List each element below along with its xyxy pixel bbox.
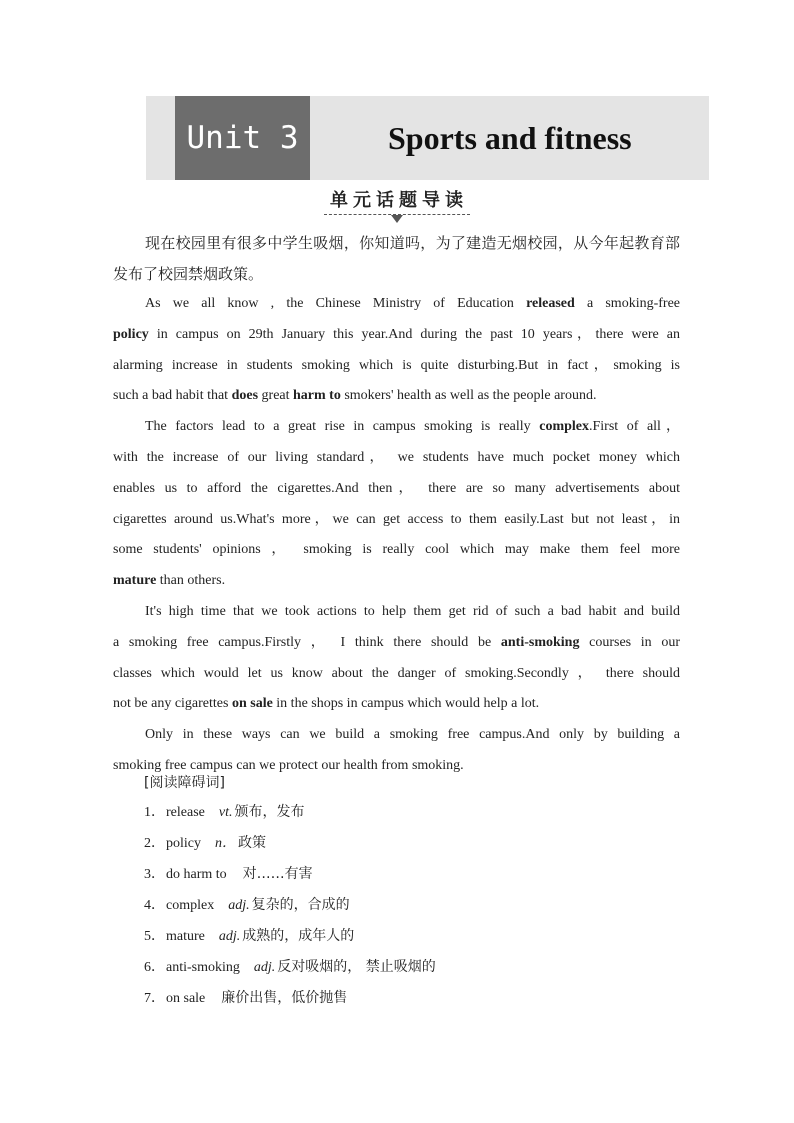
passage-line bbox=[113, 351, 680, 382]
vocab-item bbox=[144, 862, 436, 893]
passage-text: The factors lead to a great rise in campus smoking is really bbox=[145, 419, 540, 435]
vocab-term: policy bbox=[113, 326, 149, 342]
passage-line bbox=[113, 597, 680, 628]
passage-text: .First of all， bbox=[589, 419, 680, 435]
passage-text: great bbox=[258, 388, 294, 404]
passage-paragraph bbox=[113, 289, 680, 412]
vocab-meaning: 政策 bbox=[238, 835, 266, 851]
passage-line bbox=[113, 289, 680, 320]
vocab-number: 5． bbox=[144, 929, 165, 944]
passage-text: with the increase of our living standard， we students have much pocket money which bbox=[113, 449, 680, 465]
vocab-word: on sale bbox=[166, 991, 206, 1006]
passage-line bbox=[113, 628, 680, 659]
passage-text: not be any cigarettes bbox=[113, 696, 232, 712]
vocab-term: does bbox=[231, 388, 259, 404]
vocab-item bbox=[144, 800, 436, 831]
topic-heading-text: 单元话题导读 bbox=[330, 190, 468, 211]
passage-text: enables us to afford the cigarettes.And then， there are so many advertisements about bbox=[113, 480, 680, 496]
vocab-term: anti-smoking bbox=[500, 634, 580, 650]
passage-text: in campus on 29th January this year.And during the past 10 years，there were an bbox=[148, 326, 680, 342]
vocab-number: 1． bbox=[144, 805, 165, 820]
vocab-item bbox=[144, 831, 436, 862]
vocab-meaning: 对……有害 bbox=[242, 866, 313, 882]
vocab-number: 6． bbox=[144, 960, 165, 975]
vocab-pos: n． bbox=[215, 836, 236, 851]
vocab-term: complex bbox=[539, 419, 589, 435]
passage-paragraph bbox=[113, 412, 680, 597]
passage-text: in the shops in campus which would help a lot. bbox=[272, 696, 540, 712]
vocab-word: release bbox=[166, 805, 205, 820]
vocab-word: complex bbox=[166, 898, 215, 913]
topic-heading bbox=[324, 186, 470, 215]
passage-text: such a bad habit that bbox=[113, 388, 232, 404]
vocab-item bbox=[144, 893, 436, 924]
unit-banner bbox=[146, 96, 709, 180]
passage-line bbox=[113, 320, 680, 351]
passage-line bbox=[113, 474, 680, 505]
vocab-word: mature bbox=[166, 929, 205, 944]
vocab-pos: vt. bbox=[218, 805, 233, 820]
intro-paragraph: 现在校园里有很多中学生吸烟，你知道吗，为了建造无烟校园，从今年起教育部发布了校园禁烟政策。 bbox=[113, 234, 680, 283]
passage-text: Only in these ways can we build a smoking free campus.And only by building a bbox=[145, 727, 680, 743]
passage-line bbox=[113, 505, 680, 536]
vocab-item bbox=[144, 924, 436, 955]
vocab-word: policy bbox=[166, 836, 201, 851]
vocab-pos: adj. bbox=[228, 898, 250, 913]
passage-text: As we all know , the Chinese Ministry of Education bbox=[145, 296, 527, 311]
down-triangle-icon bbox=[391, 215, 403, 223]
passage-text: smoking free campus can we protect our health from smoking. bbox=[113, 757, 464, 773]
vocab-term: mature bbox=[113, 573, 157, 589]
passage-line bbox=[113, 689, 680, 720]
vocab-term: on sale bbox=[231, 696, 273, 712]
passage-text: smokers' health as well as the people around. bbox=[340, 388, 597, 404]
intro-paragraph-wrap bbox=[113, 228, 680, 290]
vocab-pos: adj. bbox=[218, 929, 241, 944]
vocab-term: released bbox=[526, 296, 575, 311]
vocab-word: do harm to bbox=[166, 867, 227, 882]
passage-line bbox=[113, 659, 680, 690]
passage-text: It's high time that we took actions to help them get rid of such a bad habit and build bbox=[145, 603, 680, 619]
vocab-number: 7． bbox=[144, 991, 165, 1006]
vocab-meaning: 反对吸烟的， 禁止吸烟的 bbox=[277, 959, 436, 975]
vocab-meaning: 复杂的，合成的 bbox=[251, 897, 350, 913]
passage-text: courses in our bbox=[579, 634, 681, 650]
unit-label: Unit 3 bbox=[175, 96, 310, 180]
vocab-meaning: 颁布，发布 bbox=[234, 804, 305, 820]
vocab-number: 3． bbox=[144, 867, 165, 882]
vocab-heading: [阅读障碍词] bbox=[144, 775, 225, 791]
vocab-number: 4． bbox=[144, 898, 165, 913]
vocab-item bbox=[144, 955, 436, 986]
passage-line bbox=[113, 720, 680, 751]
vocab-list bbox=[144, 800, 436, 1017]
passage-paragraph bbox=[113, 597, 680, 720]
vocab-term: harm to bbox=[293, 388, 341, 404]
passage-line bbox=[113, 443, 680, 474]
unit-title: Sports and fitness bbox=[388, 119, 632, 156]
reading-passage bbox=[113, 289, 680, 782]
passage-line bbox=[113, 566, 680, 597]
passage-line bbox=[113, 381, 680, 412]
passage-text: a smoking free campus.Firstly ， I think there should be bbox=[113, 634, 501, 650]
topic-heading-wrap bbox=[0, 186, 794, 215]
passage-text: cigarettes around us.What's more，we can get access to them easily.Last but not least，in bbox=[113, 511, 680, 527]
passage-text: a smoking-free bbox=[574, 296, 680, 311]
vocab-word: anti-smoking bbox=[166, 960, 240, 975]
vocab-number: 2． bbox=[144, 836, 165, 851]
passage-line bbox=[113, 535, 680, 566]
vocab-item bbox=[144, 986, 436, 1017]
vocab-pos: adj. bbox=[253, 960, 276, 975]
passage-text: some students' opinions ， smoking is really cool which may make them feel more bbox=[113, 542, 680, 558]
passage-text: alarming increase in students smoking which is quite disturbing.But in fact，smoking is bbox=[113, 357, 680, 373]
vocab-meaning: 成熟的，成年人的 bbox=[242, 928, 355, 944]
passage-line bbox=[113, 412, 680, 443]
passage-text: than others. bbox=[156, 573, 226, 589]
passage-text: classes which would let us know about the danger of smoking.Secondly ， there should bbox=[113, 665, 680, 681]
vocab-meaning: 廉价出售，低价抛售 bbox=[221, 990, 348, 1006]
